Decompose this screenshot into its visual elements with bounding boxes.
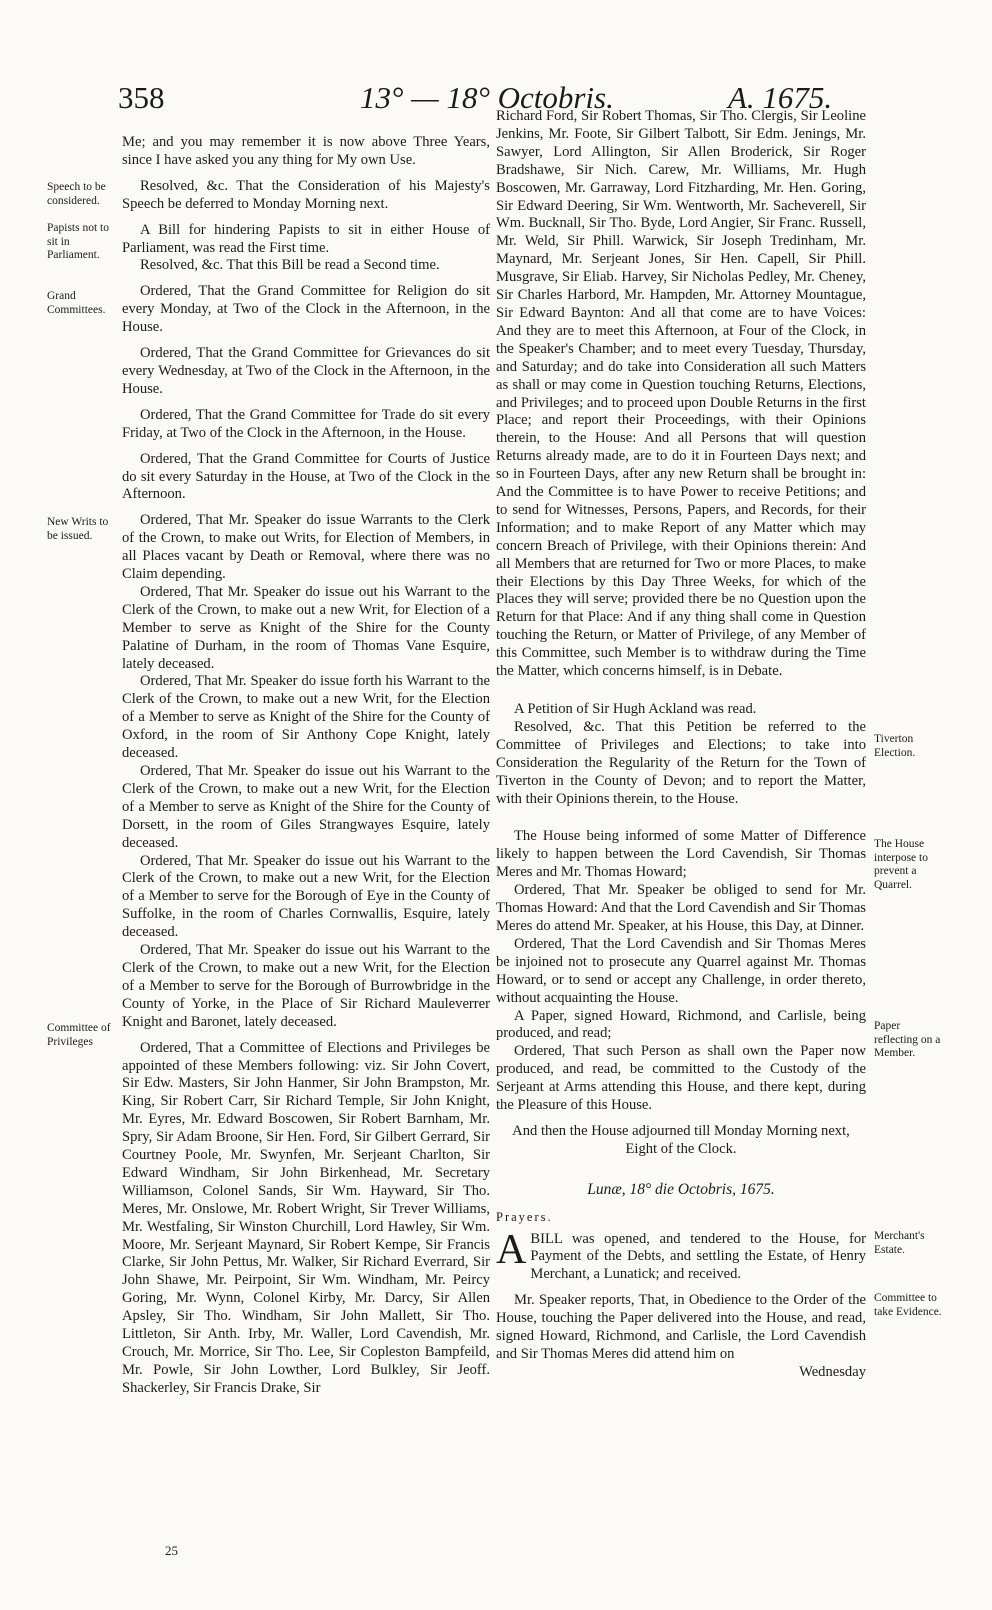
paragraph: A Petition of Sir Hugh Ackland was read. — [514, 701, 757, 717]
day-heading: Lunæ, 18° die Octobris, 1675. — [587, 1180, 775, 1198]
paragraph: Ordered, That Mr. Speaker do issue out his Warrant to the Clerk of the Crown, to make out a new Writ, for Election of a Member to serve as Knight of the Shire for the County Palatine of Durham, in the room of Thomas Vane Esquire, lately deceased. — [122, 583, 490, 672]
margin-note: Papists not to sit in Parliament. — [47, 222, 109, 261]
paragraph: Ordered, That Mr. Speaker do issue Warrants to the Clerk of the Crown, to make out Writs, for Election of Members, in all Places vacant by Death or Removal, where there was no Claim depending. — [122, 512, 490, 583]
paragraph: Ordered, That the Lord Cavendish and Sir Thomas Meres be injoined not to prosecute any Quarrel against Mr. Thomas Howard, or to send or accept any Challenge, in order thereto, without acquainting the House. — [496, 935, 866, 1006]
page-number: 358 — [118, 80, 165, 115]
paragraph: Ordered, That Mr. Speaker do issue out his Warrant to the Clerk of the Crown, to make out a new Writ, for the Election of a Member to serve for the Borough of Burrowbridge in the County of Yorke, in the Place of Sir Richard Mauleverrer Knight and Baronet, lately deceased. — [122, 942, 490, 1030]
margin-note: Merchant's Estate. — [874, 1230, 925, 1256]
margin-note: Paper reflecting on a Member. — [874, 1020, 941, 1059]
adjournment: And then the House adjourned till Monday Morning next, Eight of the Clock. — [512, 1122, 850, 1157]
paragraph: Ordered, That the Grand Committee for Trade do sit every Friday, at Two of the Clock in the Afternoon, in the House. — [122, 406, 490, 441]
margin-note: Grand Committees. — [47, 290, 106, 316]
paragraph: Ordered, That Mr. Speaker do issue forth his Warrant to the Clerk of the Crown, to make out a new Writ, for the Election of a Member to serve as Knight of the Shire for the County of Oxford, in the room of Sir Anthony Cope Knight, lately deceased. — [122, 673, 490, 762]
page-dates: 13° — 18° Octobris. — [360, 80, 614, 115]
margin-note: Speech to be considered. — [47, 181, 106, 207]
drop-cap: A — [496, 1226, 527, 1273]
paragraph: Resolved, &c. That this Bill be read a Second time. — [140, 257, 440, 274]
paragraph — [496, 1226, 866, 1285]
paragraph: Ordered, That such Person as shall own the Paper now produced, and read, be committed to the Custody of the Serjeant at Arms attending this House, and there kept, during the Pleasure of this House. — [496, 1043, 866, 1114]
paragraph: Ordered, That the Grand Committee for Religion do sit every Monday, at Two of the Clock in the Afternoon, in the House. — [122, 283, 490, 336]
paragraph: Ordered, That the Grand Committee for Grievances do sit every Wednesday, at Two of the Clock in the Afternoon, in the House. — [122, 345, 490, 397]
paragraph: Ordered, That Mr. Speaker be obliged to send for Mr. Thomas Howard: And that the Lord Cavendish and Sir Thomas Meres do attend Mr. Speaker, at his House, this Day, at Dinner. — [496, 882, 866, 934]
paragraph: Ordered, That Mr. Speaker do issue out his Warrant to the Clerk of the Crown, to make out a new Writ, for the Election of a Member to serve as Knight of the Shire for the County of Dorsett, in the room of Giles Strangwayes Esquire, lately deceased. — [122, 763, 490, 851]
paragraph: The House being informed of some Matter of Difference likely to happen between the Lord Cavendish, Sir Thomas Meres and Mr. Thomas Howard; — [496, 828, 866, 881]
paragraph: Richard Ford, Sir Robert Thomas, Sir Tho. Clergis, Sir Leoline Jenkins, Mr. Foote, Sir Gilbert Talbott, Sir Edm. Jenings, Mr. Sawyer, Lord Allington, Sir Allen Broderick, Sir Roger Bradshawe, Sir Nich. Carew, Mr. Williams, Mr. Hugh Boscowen, Mr. Garraway, Lord Fitzharding, Mr. Hen. Goring, Sir Edward Deering, Sir Wm. Wentworth, Mr. Sacheverell, Sir Wm. Bucknall, Sir Tho. Byde, Lord Angier, Sir Franc. Russell, Mr. Weld, Sir Phill. Warwick, Sir Joseph Tredinham, Mr. Maynard, Mr. Serjeant Jones, Sir Hen. Capell, Sir Phill. Musgrave, Sir Eliab. Harvey, Sir Nicholas Pedley, Mr. Cheney, Sir Charles Harbord, Mr. Hampden, Mr. Attorney Mountague, Sir Edward Baynton: And all that come are to have Voices: And they are to meet this Afternoon, at Four of the Clock, in the Speaker's Chamber; and to meet every Tuesday, Thursday, and Saturday; and do take into Consideration all such Matters as shall or may come in Question touching Returns, Elections, and Privileges; and to proceed upon Double Returns in the first Place; and report their Proceedings, with their Opinions therein, to the House: And all Persons that will question Returns already made, are to do it in Fourteen Days next; and so in Fourteen Days, after any new Return shall be brought in: And the Committee is to have Power to receive Petitions; and to send for Witnesses, Persons, Papers, and Records, for their Information; and to make Report of any Matter which may concern Breach of Privilege, with their Opinions therein: And all Members that are returned for Two or more Places, to make their Elections by this Day Three Weeks, for which of the Places they will serve; provided there be no Question upon the Return for that Place: And if any thing shall come in Question touching the Return, or Matter of Privilege, of any Member of this Committee, such Member is to withdraw during the Time the Matter, which concerns himself, is in Debate. — [496, 108, 866, 680]
page-year: A. 1675. — [728, 80, 833, 115]
paragraph: Resolved, &c. That this Petition be referred to the Committee of Privileges and Elections; to take into Consideration the Regularity of the Return for the Town of Tiverton in the County of Devon; and to report the Matter, with their Opinions therein, to the House. — [496, 718, 866, 807]
paragraph-text: BILL was opened, and tendered to the House, for Payment of the Debts, and settling the Estate, of Henry Merchant, a Lunatick; and received. — [530, 1230, 866, 1283]
margin-note: The House interpose to prevent a Quarrel. — [874, 838, 928, 891]
prayers-heading: Prayers. — [496, 1209, 553, 1224]
right-column — [496, 108, 866, 1382]
margin-note: Committee of Privileges — [47, 1022, 111, 1048]
catchword: Wednesday — [799, 1363, 866, 1380]
margin-note: Committee to take Evidence. — [874, 1292, 942, 1318]
left-column — [122, 134, 490, 1406]
paragraph: Me; and you may remember it is now above Three Years, since I have asked you any thing for My own Use. — [122, 134, 490, 168]
paragraph: Ordered, That a Committee of Elections and Privileges be appointed of these Members following: viz. Sir John Covert, Sir Edw. Masters, Sir John Hanmer, Sir John Brampston, Mr. King, Sir Robert Carr, Sir Richard Temple, Sir John Knight, Mr. Eyres, Mr. Edward Boscowen, Sir Robert Barnham, Mr. Spry, Sir Adam Broone, Sir Hen. Ford, Sir Gilbert Gerrard, Sir Courtney Poole, Mr. Swynfen, Mr. Serjeant Charlton, Sir Edward Windham, Sir John Birkenhead, Mr. Secretary Williamson, Colonel Sands, Sir Wm. Hayward, Sir Tho. Meres, Mr. Onslowe, Mr. Robert Wright, Sir Trever Williams, Mr. Westfaling, Sir Winston Churchill, Lord Hawley, Sir Wm. Moore, Mr. Serjeant Maynard, Sir Robert Kempe, Sir Francis Clarke, Sir John Pettus, Mr. Walker, Sir Richard Everrard, Sir John Shawe, Mr. Peirpoint, Sir Wm. Windham, Mr. Peircy Goring, Mr. Wynn, Colonel Kirby, Mr. Darcy, Sir Allen Apsley, Sir Tho. Windham, Sir John Mallett, Sir Tho. Littleton, Sir Anth. Irby, Mr. Waller, Lord Cavendish, Mr. Crouch, Mr. Morrice, Sir Tho. Lee, Sir Copleston Bampfeild, Mr. Powle, Sir John Lowther, Lord Bulkley, Sir Jeoff. Shackerley, Sir Francis Drake, Sir — [122, 1039, 490, 1396]
paragraph: Mr. Speaker reports, That, in Obedience to the Order of the House, touching the Paper delivered into the House, and read, signed Howard, Richmond, and Carlisle, the Lord Cavendish and Sir Thomas Meres did attend him on — [496, 1292, 866, 1362]
margin-note: New Writs to be issued. — [47, 516, 109, 542]
paragraph: Resolved, &c. That the Consideration of his Majesty's Speech be deferred to Monday Morning next. — [122, 177, 490, 212]
paragraph: Ordered, That Mr. Speaker do issue out his Warrant to the Clerk of the Crown, to make out a new Writ, for the Election of a Member to serve for the Borough of Eye in the County of Suffolke, in the room of Charles Cornwallis, Esquire, lately deceased. — [122, 852, 490, 941]
paragraph: A Paper, signed Howard, Richmond, and Carlisle, being produced, and read; — [496, 1007, 866, 1042]
paragraph: Ordered, That the Grand Committee for Courts of Justice do sit every Saturday in the House, at Two of the Clock in the Afternoon. — [122, 450, 490, 503]
margin-note: Tiverton Election. — [874, 733, 916, 759]
paragraph: A Bill for hindering Papists to sit in either House of Parliament, was read the First time. — [122, 221, 490, 256]
signature-mark: 25 — [165, 1543, 178, 1558]
